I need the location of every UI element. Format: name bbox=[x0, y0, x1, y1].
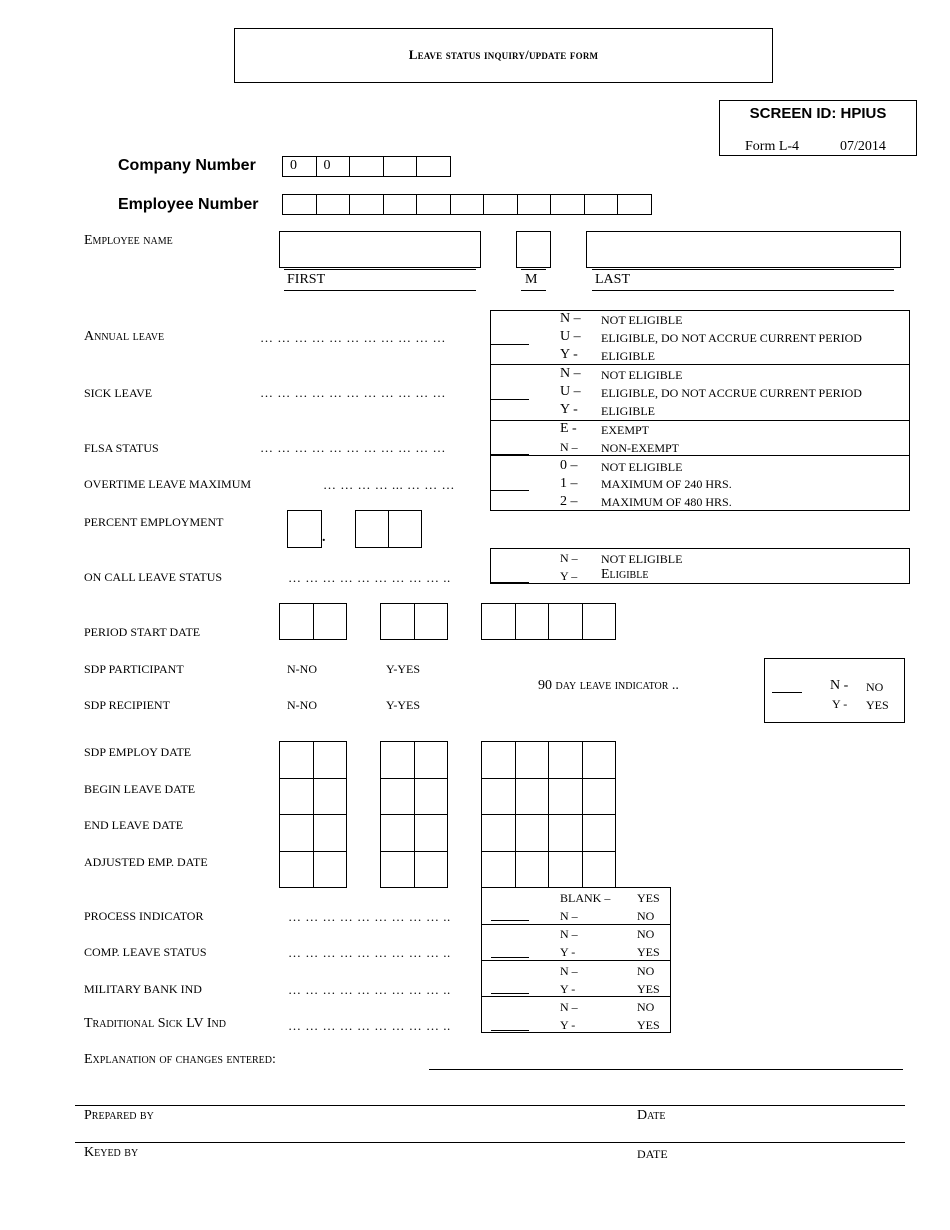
last-caption: LAST bbox=[595, 272, 630, 287]
company-number-label: Company Number bbox=[118, 157, 256, 174]
date-digit-box[interactable] bbox=[313, 741, 348, 779]
adjusted-emp-date-label: ADJUSTED EMP. DATE bbox=[84, 855, 208, 869]
first-name-input[interactable] bbox=[279, 231, 481, 268]
sdp-recipient-label: SDP RECIPIENT bbox=[84, 698, 170, 712]
option-desc: ELIGIBLE bbox=[601, 349, 655, 363]
traditional-sick-entry[interactable] bbox=[491, 1029, 529, 1031]
period-date-box[interactable] bbox=[582, 603, 617, 640]
overtime-label: OVERTIME LEAVE MAXIMUM bbox=[84, 477, 252, 491]
sdp-recipient-no: N-NO bbox=[287, 698, 317, 712]
traditional-sick-label: Traditional Sick LV Ind bbox=[84, 1016, 226, 1031]
option-code: 2 – bbox=[560, 494, 578, 509]
sick-leave-label: SICK LEAVE bbox=[84, 386, 153, 400]
form-title: Leave status inquiry/update form bbox=[408, 47, 599, 62]
employee-digit-box[interactable] bbox=[483, 194, 518, 215]
military-bank-label: MILITARY BANK IND bbox=[84, 982, 202, 996]
employee-digit-box[interactable] bbox=[383, 194, 418, 215]
employee-digit-box[interactable] bbox=[316, 194, 351, 215]
date-digit-box[interactable] bbox=[582, 741, 617, 779]
employee-digit-box[interactable] bbox=[416, 194, 451, 215]
company-digit-box[interactable] bbox=[416, 156, 451, 177]
employee-digit-box[interactable] bbox=[282, 194, 317, 215]
explanation-line[interactable] bbox=[429, 1069, 903, 1070]
screen-id: SCREEN ID: HPIUS bbox=[749, 105, 887, 122]
decimal-point: . bbox=[322, 530, 326, 545]
option-desc: YES bbox=[866, 698, 889, 712]
comp-leave-entry[interactable] bbox=[491, 956, 529, 958]
begin-leave-date-label: BEGIN LEAVE DATE bbox=[84, 782, 196, 796]
option-desc: NO bbox=[637, 909, 655, 923]
option-desc: NO bbox=[637, 1000, 655, 1014]
company-digit-box[interactable] bbox=[383, 156, 418, 177]
military-bank-entry[interactable] bbox=[491, 992, 529, 994]
last-name-input[interactable] bbox=[586, 231, 901, 268]
form-number: Form L-4 bbox=[745, 139, 800, 154]
option-code: N – bbox=[560, 1000, 578, 1014]
employee-digit-box[interactable] bbox=[450, 194, 485, 215]
date-digit-box[interactable] bbox=[582, 778, 617, 816]
percent-digit-2[interactable] bbox=[355, 510, 389, 548]
period-date-box[interactable] bbox=[313, 603, 348, 640]
process-indicator-dots: … … … … … … … … … .. bbox=[288, 909, 451, 924]
option-code: Y - bbox=[560, 347, 578, 362]
employee-digit-box[interactable] bbox=[617, 194, 652, 215]
sdp-participant-label: SDP PARTICIPANT bbox=[84, 662, 184, 676]
annual-leave-dots: … … … … … … … … … … … bbox=[260, 330, 446, 345]
date-digit-box[interactable] bbox=[515, 778, 550, 816]
process-indicator-entry[interactable] bbox=[491, 919, 529, 921]
option-desc: NOT ELIGIBLE bbox=[601, 313, 683, 327]
option-desc: YES bbox=[637, 945, 660, 959]
period-date-box[interactable] bbox=[515, 603, 550, 640]
flsa-status-label: FLSA STATUS bbox=[84, 441, 159, 455]
company-digit-box[interactable]: 0 bbox=[316, 156, 351, 177]
option-code: N – bbox=[560, 311, 581, 326]
option-code: Y - bbox=[832, 697, 848, 711]
period-date-box[interactable] bbox=[481, 603, 516, 640]
date-digit-box[interactable] bbox=[313, 851, 348, 889]
date-digit-box[interactable] bbox=[515, 814, 550, 852]
option-desc: Eligible bbox=[601, 567, 649, 582]
date-digit-box[interactable] bbox=[380, 741, 415, 779]
date-digit-box[interactable] bbox=[414, 851, 449, 889]
employee-digit-box[interactable] bbox=[517, 194, 552, 215]
date-digit-box[interactable] bbox=[414, 814, 449, 852]
ninety-day-label: 90 day leave indicator .. bbox=[538, 678, 679, 693]
form-date: 07/2014 bbox=[840, 139, 886, 154]
date-digit-box[interactable] bbox=[279, 814, 314, 852]
date-digit-box[interactable] bbox=[279, 778, 314, 816]
sick-leave-dots: … … … … … … … … … … … bbox=[260, 385, 446, 400]
option-code: 1 – bbox=[560, 476, 578, 491]
option-code: Y - bbox=[560, 1018, 576, 1032]
overtime-dots: … … … … ... … … … bbox=[323, 477, 455, 492]
option-desc: ELIGIBLE, DO NOT ACCRUE CURRENT PERIOD bbox=[601, 331, 862, 345]
employee-digit-box[interactable] bbox=[584, 194, 619, 215]
date-digit-box[interactable] bbox=[548, 778, 583, 816]
option-desc: EXEMPT bbox=[601, 423, 649, 437]
middle-initial-input[interactable] bbox=[516, 231, 551, 268]
date-digit-box[interactable] bbox=[481, 741, 516, 779]
date-digit-box[interactable] bbox=[380, 778, 415, 816]
period-date-box[interactable] bbox=[380, 603, 415, 640]
date-digit-box[interactable] bbox=[279, 851, 314, 889]
option-desc: NOT ELIGIBLE bbox=[601, 460, 683, 474]
option-code: N – bbox=[560, 927, 578, 941]
option-code: N – bbox=[560, 909, 578, 923]
option-code: U – bbox=[560, 384, 581, 399]
period-start-label: PERIOD START DATE bbox=[84, 625, 201, 639]
traditional-sick-dots: … … … … … … … … … .. bbox=[288, 1018, 451, 1033]
option-desc: YES bbox=[637, 891, 660, 905]
sdp-employ-date-label: SDP EMPLOY DATE bbox=[84, 745, 192, 759]
option-desc: NON-EXEMPT bbox=[601, 441, 679, 455]
option-code: N – bbox=[560, 551, 578, 565]
option-code: BLANK – bbox=[560, 891, 611, 905]
option-desc: NO bbox=[866, 680, 884, 694]
company-digit-box[interactable]: 0 bbox=[282, 156, 317, 177]
option-desc: NOT ELIGIBLE bbox=[601, 552, 683, 566]
date-digit-box[interactable] bbox=[481, 778, 516, 816]
date-digit-box[interactable] bbox=[313, 778, 348, 816]
percent-digit-3[interactable] bbox=[388, 510, 422, 548]
date-label-1: Date bbox=[637, 1108, 666, 1123]
option-code: N – bbox=[560, 366, 581, 381]
employee-digit-box[interactable] bbox=[349, 194, 384, 215]
option-desc: MAXIMUM OF 240 HRS. bbox=[601, 477, 732, 491]
screen-id-box bbox=[719, 100, 917, 156]
comp-leave-dots: … … … … … … … … … .. bbox=[288, 945, 451, 960]
flsa-status-options bbox=[490, 420, 910, 456]
option-code: Y – bbox=[560, 569, 578, 583]
date-digit-box[interactable] bbox=[380, 814, 415, 852]
option-desc: NO bbox=[637, 964, 655, 978]
date-digit-box[interactable] bbox=[380, 851, 415, 889]
annual-leave-entry[interactable] bbox=[491, 343, 529, 345]
sdp-participant-no: N-NO bbox=[287, 662, 317, 676]
option-code: 0 – bbox=[560, 458, 578, 473]
date-digit-box[interactable] bbox=[515, 741, 550, 779]
sick-leave-entry[interactable] bbox=[491, 398, 529, 400]
military-bank-dots: … … … … … … … … … .. bbox=[288, 982, 451, 997]
process-indicator-label: PROCESS INDICATOR bbox=[84, 909, 204, 923]
option-desc: NOT ELIGIBLE bbox=[601, 368, 683, 382]
date-label-2: DATE bbox=[637, 1147, 668, 1161]
on-call-dots: … … … … … … … … … .. bbox=[288, 570, 451, 585]
option-desc: YES bbox=[637, 1018, 660, 1032]
date-digit-box[interactable] bbox=[414, 741, 449, 779]
prepared-by-label: Prepared by bbox=[84, 1108, 154, 1123]
flsa-status-dots: … … … … … … … … … … … bbox=[260, 440, 446, 455]
percent-employment-label: PERCENT EMPLOYMENT bbox=[84, 515, 224, 529]
overtime-entry[interactable] bbox=[491, 489, 529, 491]
date-digit-box[interactable] bbox=[548, 814, 583, 852]
date-digit-box[interactable] bbox=[481, 814, 516, 852]
option-desc: ELIGIBLE, DO NOT ACCRUE CURRENT PERIOD bbox=[601, 386, 862, 400]
end-leave-date-label: END LEAVE DATE bbox=[84, 818, 184, 832]
option-code: N – bbox=[560, 964, 578, 978]
date-digit-box[interactable] bbox=[515, 851, 550, 889]
date-digit-box[interactable] bbox=[548, 851, 583, 889]
form-title-box bbox=[234, 28, 773, 83]
date-digit-box[interactable] bbox=[548, 741, 583, 779]
employee-name-label: Employee name bbox=[84, 233, 173, 248]
explanation-label: Explanation of changes entered: bbox=[84, 1052, 276, 1067]
option-desc: YES bbox=[637, 982, 660, 996]
date-digit-box[interactable] bbox=[313, 814, 348, 852]
period-date-box[interactable] bbox=[414, 603, 449, 640]
keyed-by-label: Keyed by bbox=[84, 1145, 139, 1160]
comp-leave-label: COMP. LEAVE STATUS bbox=[84, 945, 207, 959]
on-call-entry[interactable] bbox=[491, 581, 529, 583]
on-call-label: ON CALL LEAVE STATUS bbox=[84, 570, 223, 584]
date-digit-box[interactable] bbox=[481, 851, 516, 889]
period-date-box[interactable] bbox=[279, 603, 314, 640]
sdp-recipient-yes: Y-YES bbox=[386, 698, 421, 712]
option-desc: MAXIMUM OF 480 HRS. bbox=[601, 495, 732, 509]
date-digit-box[interactable] bbox=[414, 778, 449, 816]
divider bbox=[75, 1142, 905, 1143]
date-digit-box[interactable] bbox=[279, 741, 314, 779]
sdp-participant-yes: Y-YES bbox=[386, 662, 421, 676]
option-code: Y - bbox=[560, 402, 578, 417]
period-date-box[interactable] bbox=[548, 603, 583, 640]
option-code: Y - bbox=[560, 982, 576, 996]
on-call-options bbox=[490, 548, 910, 584]
date-digit-box[interactable] bbox=[582, 851, 617, 889]
date-digit-box[interactable] bbox=[582, 814, 617, 852]
percent-digit-1[interactable] bbox=[287, 510, 322, 548]
divider bbox=[75, 1105, 905, 1106]
option-code: N - bbox=[830, 678, 849, 693]
option-code: U – bbox=[560, 329, 581, 344]
option-desc: NO bbox=[637, 927, 655, 941]
employee-digit-box[interactable] bbox=[550, 194, 585, 215]
ninety-day-entry[interactable] bbox=[772, 691, 802, 693]
option-code: N – bbox=[560, 440, 578, 454]
first-caption: FIRST bbox=[287, 272, 326, 287]
option-desc: ELIGIBLE bbox=[601, 404, 655, 418]
middle-caption: M bbox=[525, 272, 538, 287]
company-digit-box[interactable] bbox=[349, 156, 384, 177]
annual-leave-label: Annual leave bbox=[84, 329, 165, 344]
option-code: E - bbox=[560, 421, 577, 436]
employee-number-label: Employee Number bbox=[118, 196, 259, 213]
option-code: Y - bbox=[560, 945, 576, 959]
